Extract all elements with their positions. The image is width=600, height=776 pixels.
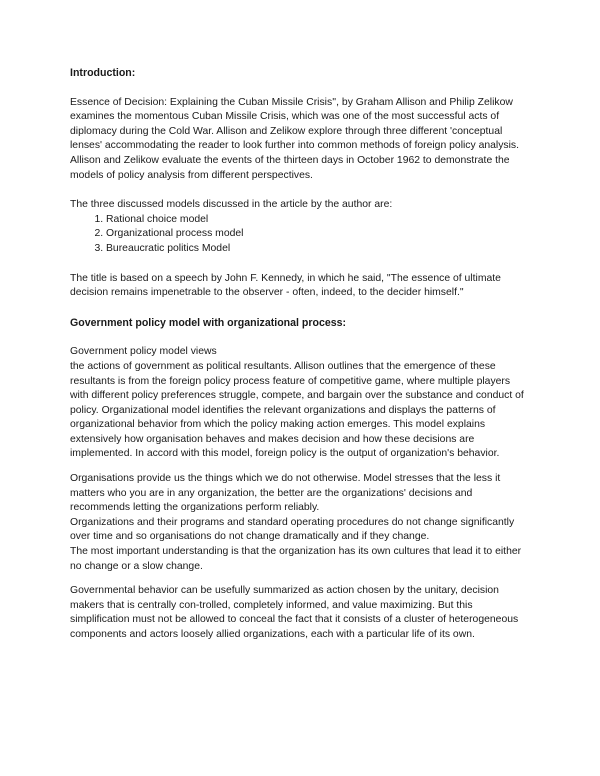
title-note: The title is based on a speech by John F. Kennedy, in which he said, "The essence of ultimate decision remains impenetrable to the observer - often, indeed, to the decider himself."	[70, 272, 501, 299]
list-item: 3. Bureaucratic politics Model	[106, 242, 530, 257]
section2-heading: Government policy model with organizational process:	[70, 316, 347, 329]
section2-paragraph-4: The most important understanding is that the organization has its own cultures that lead it to either no change or a slow change.	[70, 546, 522, 572]
section2-paragraph-5: Governmental behavior can be usefully summarized as action chosen by the unitary, decision makers that is centrally con-trolled, completely informed, and value maximizing. But this simplification must not be allowed to conceal the fact that it consists of a cluster of heterogeneous components and actors loosely allied organizations, each with a particular life of its own.	[70, 585, 519, 640]
intro-paragraph-2: Allison and Zelikow evaluate the events of the thirteen days in October 1962 to demonstrate the models of policy analysis from different perspectives.	[70, 154, 510, 181]
intro-heading: Introduction:	[70, 67, 136, 79]
models-list	[70, 213, 530, 257]
section2-paragraph-2: Organisations provide us the things which we do not otherwise. Model stresses that the less it matters who you are in any organization, the better are the organizations' decisions and recommends letting the organizations perform reliably.	[70, 473, 501, 514]
list-item: 2. Organizational process model	[106, 227, 530, 242]
list-item: 1. Rational choice model	[106, 213, 530, 228]
section2-paragraph-1: the actions of government as political resultants. Allison outlines that the emergence of these resultants is from the foreign policy process feature of competitive game, where multiple players with different policy preferences struggle, compete, and bargain over the substance and conduct of policy. Organizational model identifies the relevant organizations and displays the patterns of organizational behavior from which the policy making action emerges. This model explains extensively how organisation behaves and makes decision and how these decisions are implemented. In accord with this model, foreign policy is the output of organization's behavior.	[70, 360, 524, 460]
section2-lead: Government policy model views	[70, 346, 217, 358]
models-intro: The three discussed models discussed in the article by the author are:	[70, 199, 393, 211]
section2-paragraph-3: Organizations and their programs and standard operating procedures do not change significantly over time and so organisations do not change dramatically and if they change.	[70, 516, 515, 543]
document-page	[70, 66, 530, 643]
intro-paragraph-1: Essence of Decision: Explaining the Cuban Missile Crisis'', by Graham Allison and Philip Zelikow examines the momentous Cuban Missile Crisis, which was one of the most successful acts of diplomacy during the Cold War. Allison and Zelikow explore through three different 'conceptual lenses' accommodating the reader to look further into common methods of foreign policy analysis.	[70, 96, 520, 152]
